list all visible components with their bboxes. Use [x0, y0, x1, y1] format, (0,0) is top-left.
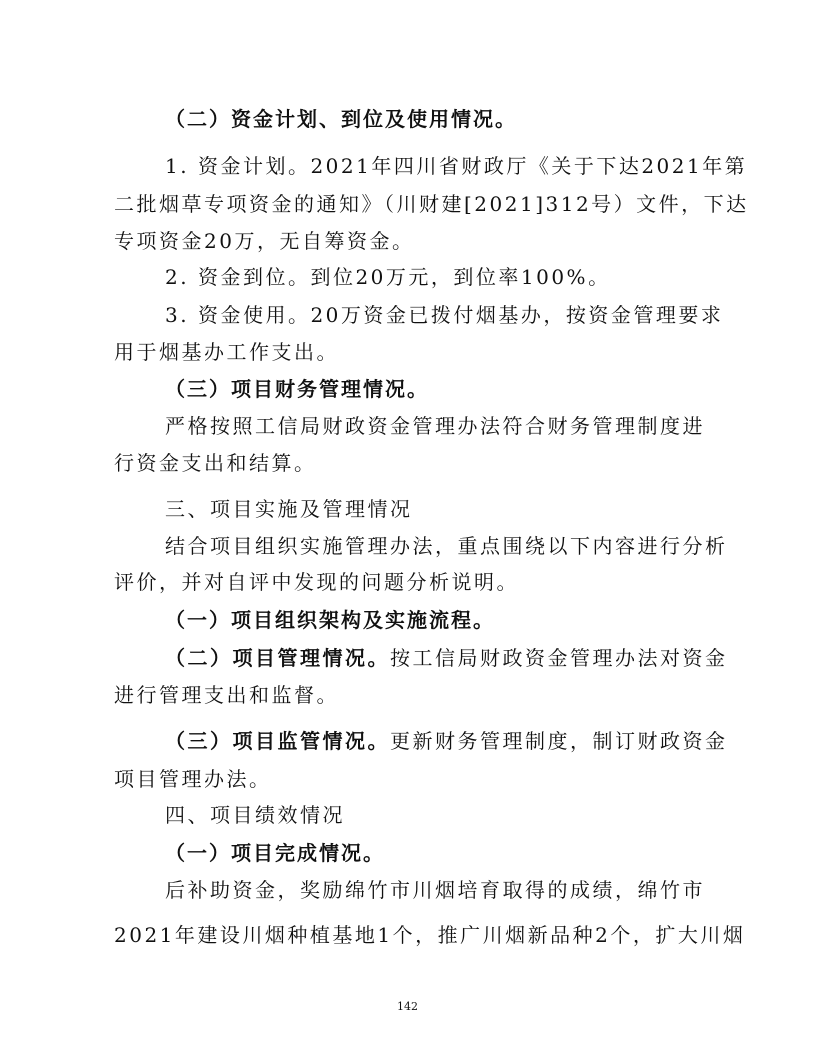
section-heading-financial-management: （三）项目财务管理情况。 [165, 377, 429, 401]
paragraph-line-mixed [165, 643, 728, 673]
paragraph-line: 进行管理支出和监督。 [114, 683, 339, 707]
paragraph-line: 结合项目组织实施管理办法，重点围绕以下内容进行分析 [165, 534, 728, 558]
paragraph-line: 2. 资金到位。到位20万元，到位率100%。 [165, 265, 611, 289]
paragraph-line: 后补助资金，奖励绵竹市川烟培育取得的成绩，绵竹市 [165, 878, 705, 902]
paragraph-line: 3. 资金使用。20万资金已拨付烟基办，按资金管理要求 [165, 303, 724, 327]
paragraph-line: 二批烟草专项资金的通知》（川财建[2021]312号）文件，下达 [114, 192, 749, 216]
paragraph-line: 项目管理办法。 [114, 767, 272, 791]
paragraph-line: 1. 资金计划。2021年四川省财政厅《关于下达2021年第 [165, 154, 748, 178]
inline-heading-supervision: （三）项目监管情况。 [165, 729, 390, 753]
section-heading-performance: 四、项目绩效情况 [165, 803, 345, 827]
paragraph-line: 行资金支出和结算。 [114, 451, 317, 475]
section-heading-funding-plan: （二）资金计划、到位及使用情况。 [165, 107, 517, 131]
inline-heading-project-management: （二）项目管理情况。 [165, 646, 390, 670]
paragraph-line: 2021年建设川烟种植基地1个，推广川烟新品种2个，扩大川烟 [114, 923, 746, 947]
paragraph-line: 严格按照工信局财政资金管理办法符合财务管理制度进 [165, 414, 705, 438]
paragraph-line-mixed [165, 726, 728, 756]
page-number: 142 [397, 1000, 418, 1013]
section-heading-implementation: 三、项目实施及管理情况 [165, 497, 413, 521]
inline-text: 按工信局财政资金管理办法对资金 [390, 646, 728, 670]
inline-text: 更新财务管理制度，制订财政资金 [390, 729, 728, 753]
paragraph-line: 专项资金20万，无自筹资金。 [114, 229, 415, 253]
paragraph-line: 用于烟基办工作支出。 [114, 340, 339, 364]
section-heading-organization: （一）项目组织架构及实施流程。 [165, 608, 495, 632]
paragraph-line: 评价，并对自评中发现的问题分析说明。 [114, 570, 519, 594]
section-heading-completion: （一）项目完成情况。 [165, 841, 385, 865]
